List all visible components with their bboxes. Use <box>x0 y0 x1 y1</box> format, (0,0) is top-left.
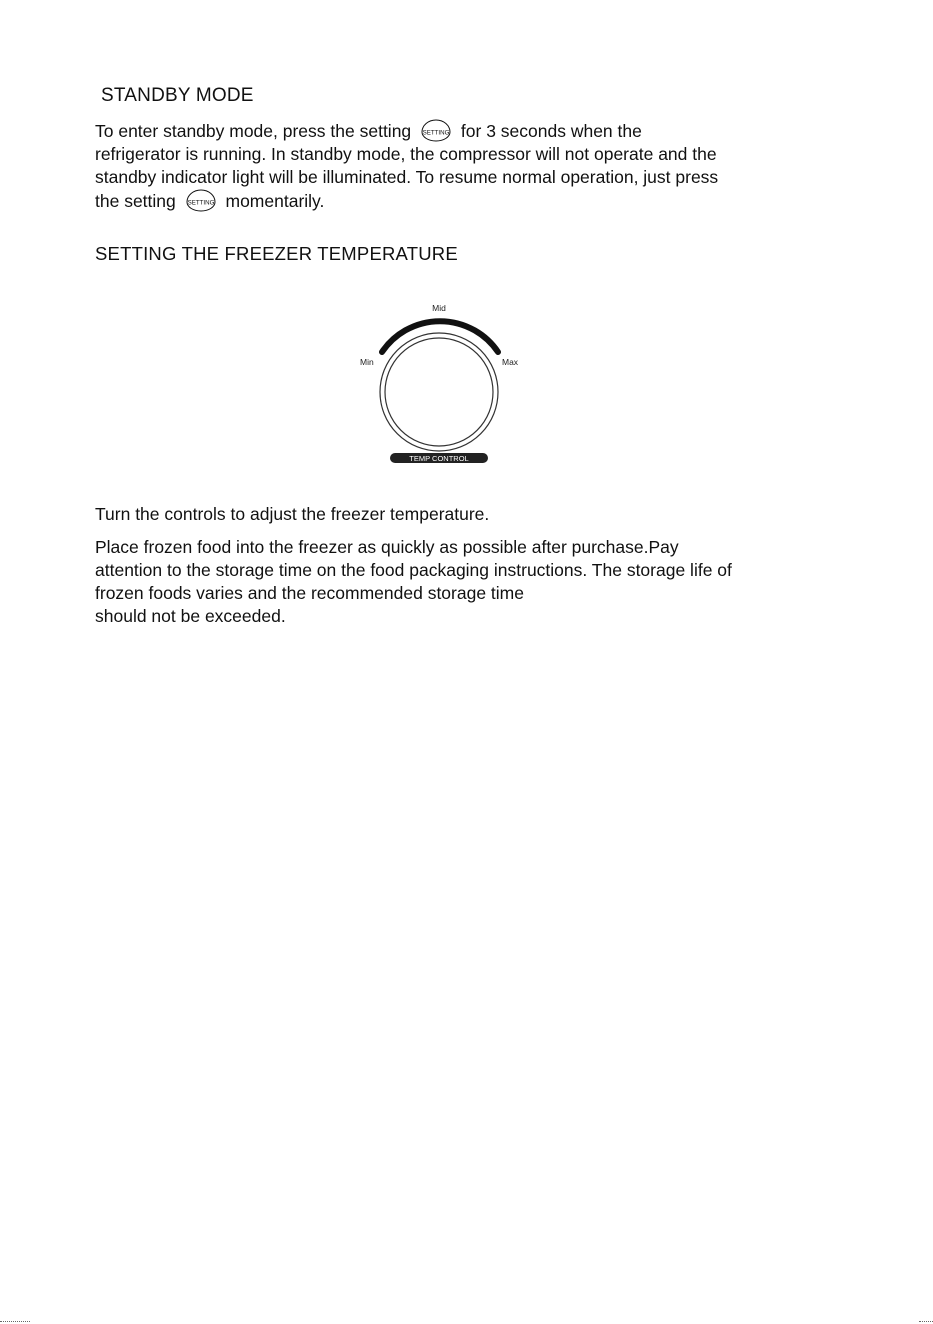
standby-line-4-end: momentarily. <box>225 191 325 211</box>
dial-outer-ring <box>380 333 498 451</box>
standby-mode-heading: STANDBY MODE <box>101 85 254 106</box>
standby-line-1-end: for 3 seconds when the <box>460 121 642 141</box>
storage-line-4: should not be exceeded. <box>95 606 286 626</box>
storage-line-2: attention to the storage time on the food packaging instructions. The storage life of <box>95 560 732 580</box>
freezer-storage-paragraph <box>95 536 732 628</box>
freezer-temperature-heading: SETTING THE FREEZER TEMPERATURE <box>95 243 458 264</box>
page-edge-mark-left <box>0 1321 30 1322</box>
freezer-instruction: Turn the controls to adjust the freezer temperature. <box>95 504 490 524</box>
standby-line-1 <box>95 119 718 143</box>
dial-inner-ring <box>385 338 493 446</box>
setting-icon-label: SETTING <box>187 199 215 207</box>
standby-line-3: standby indicator light will be illuminated. To resume normal operation, just press <box>95 167 719 187</box>
dial-label-min: Min <box>360 357 374 367</box>
setting-button-icon <box>418 119 454 143</box>
dial-label-mid: Mid <box>432 303 446 313</box>
storage-line-1: Place frozen food into the freezer as quickly as possible after purchase.Pay <box>95 537 679 557</box>
temp-control-badge-label: TEMP CONTROL <box>409 454 469 463</box>
temperature-dial-icon <box>352 298 532 470</box>
dial-range-arc <box>382 321 498 352</box>
standby-mode-paragraph <box>95 119 718 213</box>
standby-line-2: refrigerator is running. In standby mode, the compressor will not operate and the <box>95 144 717 164</box>
standby-line-4-start: the setting <box>95 191 176 211</box>
storage-line-3: frozen foods varies and the recommended storage time <box>95 583 524 603</box>
standby-line-1-start: To enter standby mode, press the setting <box>95 121 412 141</box>
standby-line-4 <box>95 189 718 213</box>
dial-label-max: Max <box>502 357 519 367</box>
page-edge-mark-right <box>919 1321 933 1322</box>
setting-button-icon <box>183 189 219 213</box>
setting-icon-label: SETTING <box>422 129 450 137</box>
